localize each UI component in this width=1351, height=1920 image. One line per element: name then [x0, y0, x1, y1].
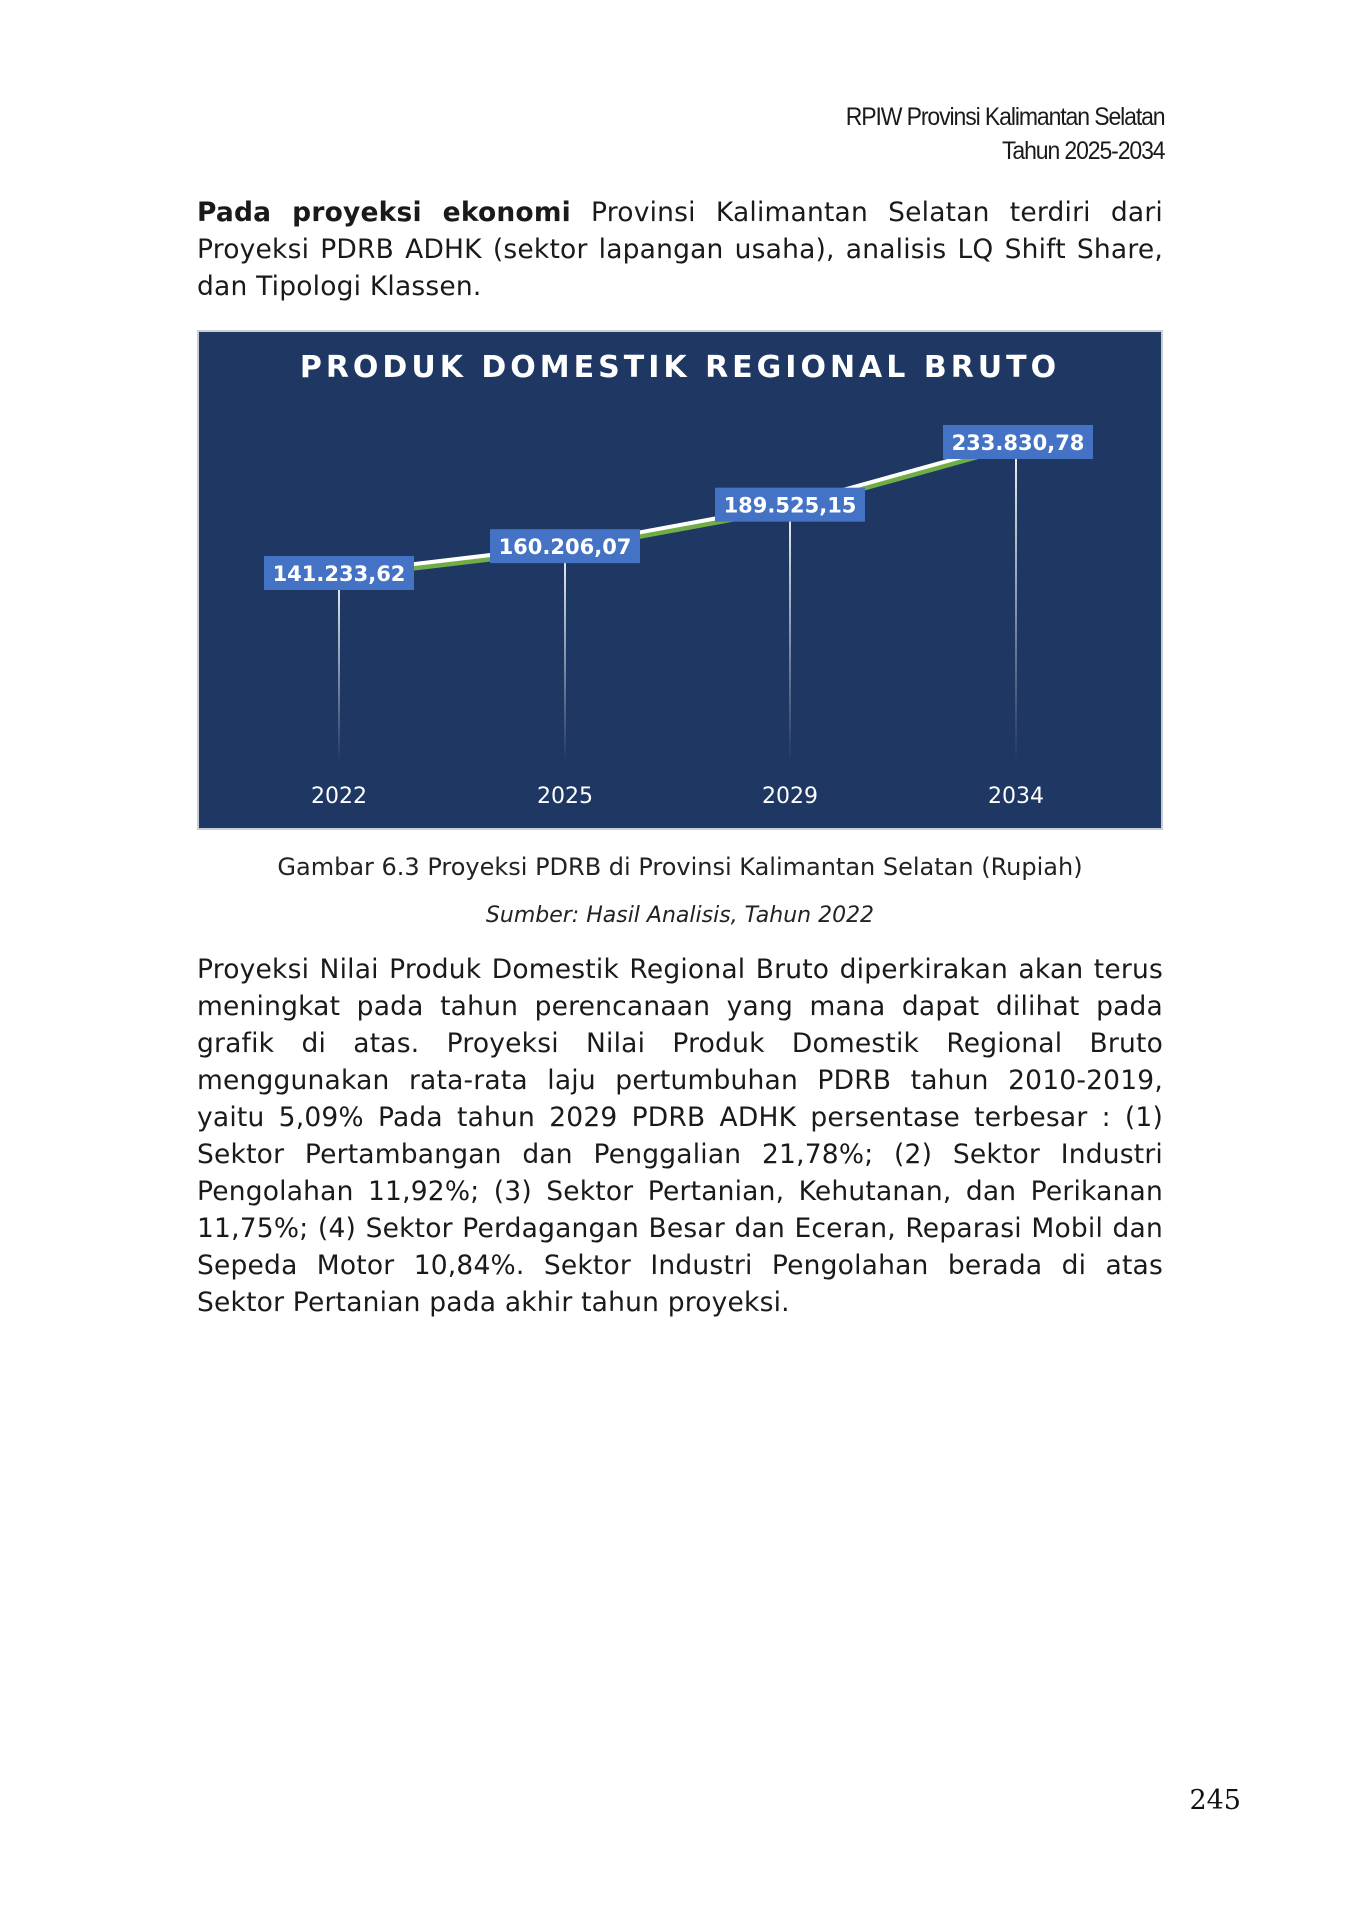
x-tick-label-2029: 2029 [762, 784, 818, 809]
data-label-2034: 233.830,78 [951, 431, 1085, 455]
pdrb-chart [197, 330, 1163, 830]
intro-paragraph [197, 194, 1163, 305]
body-paragraph: Proyeksi Nilai Produk Domestik Regional Bruto diperkirakan akan terus meningkat pada tahun perencanaan yang mana dapat dilihat pada grafik di atas. Proyeksi Nilai Produk Domestik Regional Bruto menggunakan rata-rata laju pertumbuhan PDRB tahun 2010-2019, yaitu 5,09% Pada tahun 2029 PDRB ADHK persentase terbesar : (1) Sektor Pertambangan dan Penggalian 21,78%; (2) Sektor Industri Pengolahan 11,92%; (3) Sektor Pertanian, Kehutanan, dan Perikanan 11,75%; (4) Sektor Perdagangan Besar dan Eceran, Reparasi Mobil dan Sepeda Motor 10,84%. Sektor Industri Pengolahan berada di atas Sektor Pertanian pada akhir tahun proyeksi. [197, 954, 1163, 1318]
data-label-2025: 160.206,07 [498, 535, 632, 560]
running-header [845, 100, 1164, 168]
x-tick-label-2034: 2034 [988, 784, 1044, 809]
chart-svg [199, 332, 1161, 828]
figure-source: Sumber: Hasil Analisis, Tahun 2022 [485, 903, 875, 928]
stem-2025 [564, 546, 566, 762]
stem-2034 [1015, 442, 1017, 762]
series-line [339, 442, 1016, 573]
intro-text: Provinsi Kalimantan Selatan terdiri dari Proyeksi PDRB ADHK (sektor lapangan usaha), analisis LQ Shift Share, dan Tipologi Klassen. [197, 197, 1163, 302]
chart-title: PRODUK DOMESTIK REGIONAL BRUTO [299, 350, 1061, 385]
page-number: 245 [1189, 1785, 1241, 1816]
stem-2029 [789, 505, 791, 762]
intro-bold: Pada proyeksi ekonomi [197, 197, 571, 228]
header-line-2: Tahun 2025-2034 [1001, 137, 1164, 165]
series-line-shadow [339, 446, 1016, 577]
data-label-2022: 141.233,62 [272, 562, 406, 586]
header-line-1: RPIW Provinsi Kalimantan Selatan [845, 103, 1164, 131]
figure-caption: Gambar 6.3 Proyeksi PDRB di Provinsi Kalimantan Selatan (Rupiah) [277, 853, 1083, 881]
x-tick-label-2022: 2022 [311, 784, 367, 809]
stem-2022 [338, 573, 340, 762]
x-tick-label-2025: 2025 [537, 784, 593, 809]
data-label-2029: 189.525,15 [723, 493, 857, 518]
